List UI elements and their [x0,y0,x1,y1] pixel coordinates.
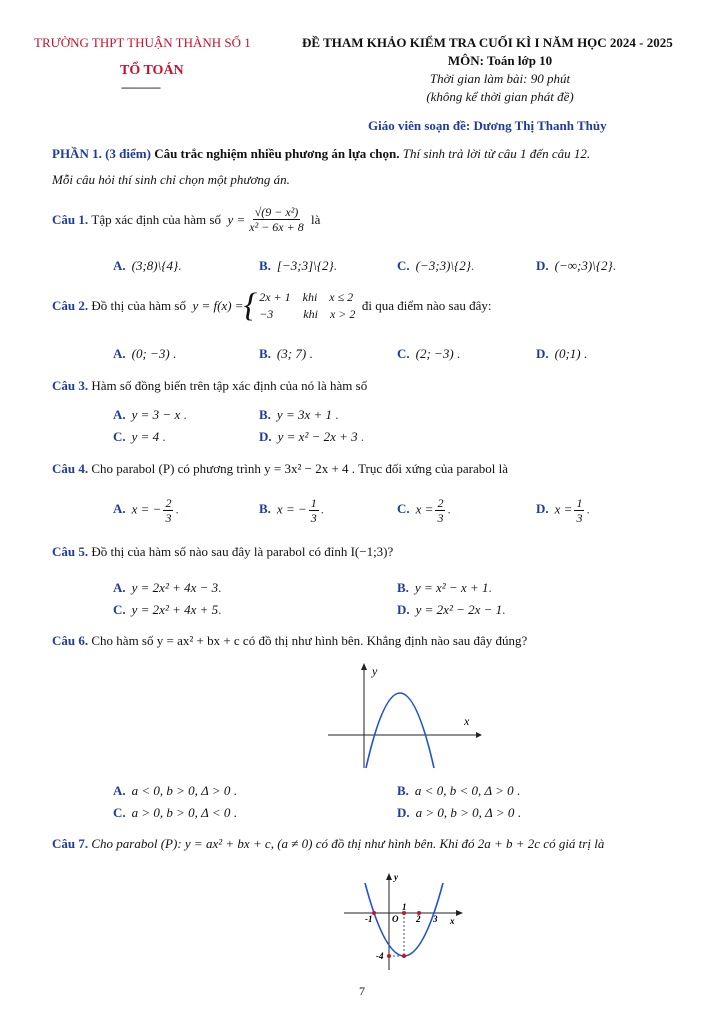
question-4 [52,461,508,477]
question-label: Câu 6. [52,633,89,648]
q1-fraction [247,205,305,234]
q1-denominator: x² − 6x + 8 [249,220,304,234]
question-label: Câu 5. [52,544,89,559]
axis-y-label: y [394,872,398,882]
option-d[interactable]: D. y = 2x² − 2x − 1. [397,602,506,617]
question-2 [52,289,491,323]
option-c[interactable]: C. a > 0, b > 0, Δ < 0 . [113,805,237,820]
question-3 [52,378,367,394]
question-label: Câu 3. [52,378,89,393]
part1-instruction2: Mỗi câu hỏi thí sinh chỉ chọn một phương án. [52,172,290,187]
option-c[interactable]: C. y = 2x² + 4x + 5. [113,602,222,617]
q2-piecewise: { 2x + 1 khi x ≤ 2 −3 khi x > 2 [243,287,356,324]
option-a[interactable]: A. y = 2x² + 4x − 3. [113,580,222,595]
option-c[interactable]: C. (2; −3) . [397,346,461,361]
option-b[interactable]: B. a < 0, b < 0, Δ > 0 . [397,783,521,798]
point-marker [387,954,391,958]
option-d[interactable]: D. x = $\frac{1}{3}$ . [536,496,590,525]
q2-tail: đi qua điểm nào sau đây: [361,298,492,313]
option-b[interactable]: B. x = − $\frac{1}{3}$ . [259,496,324,525]
exam-time-note: (không kể thời gian phát đề) [426,89,574,104]
page-number: 7 [359,984,365,998]
part1-heading [52,146,590,162]
part1-subtitle: Câu trắc nghiệm nhiều phương án lựa chọn. [154,146,400,161]
option-c[interactable]: C. (−3;3)\{2}. [397,258,475,273]
tick-label: 3 [433,914,438,924]
q1-tail: là [310,211,321,227]
author: Giáo viên soạn đề: Dương Thị Thanh Thủy [368,118,607,133]
department-name: TỔ TOÁN [120,63,184,78]
axis-x-label: x [450,916,455,926]
exam-subject: MÔN: Toán lớp 10 [447,53,553,68]
option-c[interactable]: C. y = 4 . [113,429,166,444]
part1-instruction: Thí sinh trả lời từ câu 1 đến câu 12. [402,146,591,161]
question-label: Câu 4. [52,461,89,476]
option-a[interactable]: A. (3;8)\{4}. [113,258,182,273]
y-axis-arrow-icon [361,663,367,670]
option-a[interactable]: A. (0; −3) . [113,346,177,361]
axis-y-label: y [372,664,378,678]
question-text: Cho hàm số y = ax² + bx + c có đồ thị như hình bên. Khẳng định nào sau đây đúng? [91,633,528,648]
option-b[interactable]: B. y = 3x + 1 . [259,407,339,422]
x-axis-arrow-icon [456,910,463,916]
option-a[interactable]: A. x = − $\frac{2}{3}$ . [113,496,179,525]
option-b[interactable]: B. y = x² − x + 1. [397,580,492,595]
origin-label: O [392,914,399,924]
axis-x-label: x [464,714,470,728]
school-name: TRƯỜNG THPT THUẬN THÀNH SỐ 1 [34,35,251,50]
q6-graph [324,660,484,770]
question-text: Đồ thị của hàm số nào sau đây là parabol có đỉnh I(−1;3)? [91,544,394,559]
option-d[interactable]: D. (0;1) . [536,346,588,361]
question-label: Câu 1. [52,211,89,227]
question-text: Đồ thị của hàm số [91,298,186,313]
option-d[interactable]: D. a > 0, b > 0, Δ > 0 . [397,805,521,820]
question-label: Câu 2. [52,298,89,313]
question-5 [52,544,393,560]
question-text: Hàm số đồng biến trên tập xác định của nó là hàm số [91,378,368,393]
option-d[interactable]: D. (−∞;3)\{2}. [536,258,616,273]
question-7 [52,836,604,852]
option-a[interactable]: A. a < 0, b > 0, Δ > 0 . [113,783,237,798]
option-c[interactable]: C. x = $\frac{2}{3}$ . [397,496,451,525]
option-d[interactable]: D. y = x² − 2x + 3 . [259,429,365,444]
header-dashes: ------------- [121,80,160,94]
x-axis-arrow-icon [476,732,482,738]
q2-row-2: −3 khi x > 2 [259,307,356,321]
y-axis-arrow-icon [386,873,392,880]
question-text: Tập xác định của hàm số [91,211,221,227]
part1-title: PHẦN 1. (3 điểm) [52,146,151,161]
exam-title: ĐỀ THAM KHẢO KIỂM TRA CUỐI KÌ I NĂM HỌC 2024 - 2025 [302,35,673,50]
tick-label: 1 [402,902,407,912]
exam-time: Thời gian làm bài: 90 phút [429,71,571,86]
q2-row-1: 2x + 1 khi x ≤ 2 [259,290,354,304]
point-marker [402,954,406,958]
q1-numerator: √(9 − x²) [254,205,299,219]
tick-label: -1 [365,914,373,924]
q1-y: y = [227,211,246,227]
tick-label: -4 [376,951,384,961]
q2-fx: y = f(x) = [192,298,244,313]
parabola-curve [366,693,434,768]
q7-graph [340,868,465,972]
point-marker [372,911,376,915]
question-text: Cho parabol (P): y = ax² + bx + c, (a ≠ 0) có đồ thị như hình bên. Khi đó 2a + b + 2c có giá trị là [91,836,605,851]
question-text: Cho parabol (P) có phương trình y = 3x² − 2x + 4 . Trục đối xứng của parabol là [91,461,508,476]
question-1 [52,205,320,234]
question-label: Câu 7. [52,836,89,851]
option-b[interactable]: B. (3; 7) . [259,346,313,361]
option-a[interactable]: A. y = 3 − x . [113,407,187,422]
option-b[interactable]: B. [−3;3]\{2}. [259,258,337,273]
question-6 [52,633,527,649]
tick-label: 2 [416,914,421,924]
